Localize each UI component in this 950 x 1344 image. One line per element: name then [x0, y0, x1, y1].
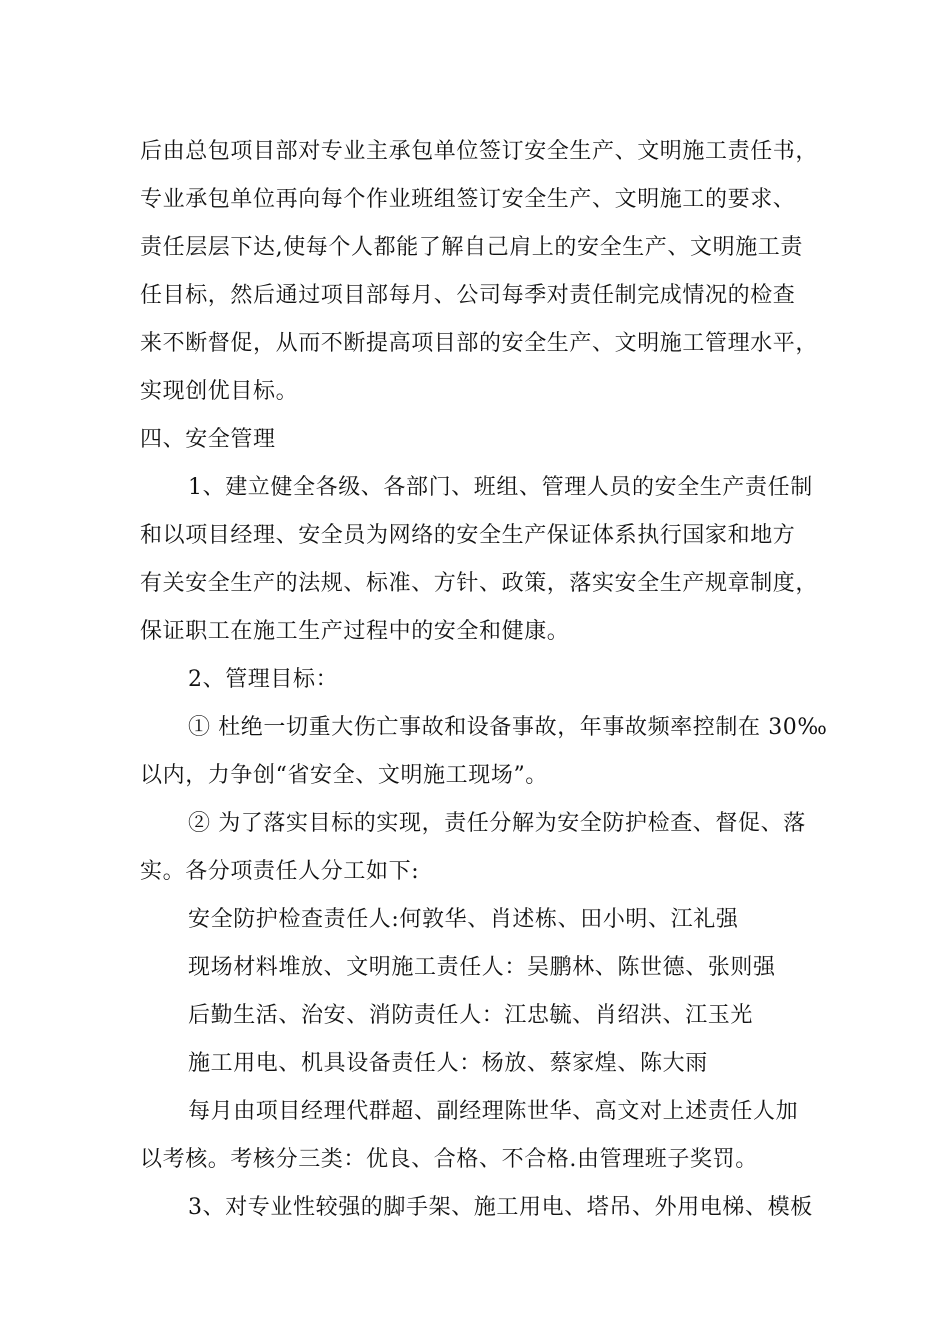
paragraph-line: ② 为了落实目标的实现，责任分解为安全防护检查、督促、落 — [188, 811, 806, 836]
section-heading: 四、安全管理 — [140, 427, 276, 452]
paragraph-line: 和以项目经理、安全员为网络的安全生产保证体系执行国家和地方 — [140, 523, 796, 548]
responsibility-line: 施工用电、机具设备责任人：杨放、蔡家煌、陈大雨 — [188, 1051, 708, 1076]
paragraph-line: 有关安全生产的法规、标准、方针、政策，落实安全生产规章制度， — [140, 571, 819, 596]
paragraph-line: 专业承包单位再向每个作业班组签订安全生产、文明施工的要求、 — [140, 187, 796, 212]
paragraph-line: 保证职工在施工生产过程中的安全和健康。 — [140, 619, 570, 644]
paragraph-line: 每月由项目经理代群超、副经理陈世华、高文对上述责任人加 — [188, 1099, 799, 1124]
paragraph-line: 来不断督促，从而不断提高项目部的安全生产、文明施工管理水平， — [140, 331, 819, 356]
paragraph-line: 1、建立健全各级、各部门、班组、管理人员的安全生产责任制 — [188, 475, 813, 500]
paragraph-line: 实现创优目标。 — [140, 379, 299, 404]
paragraph-line: 后由总包项目部对专业主承包单位签订安全生产、文明施工责任书， — [140, 139, 819, 164]
responsibility-line: 后勤生活、治安、消防责任人：江忠毓、肖绍洪、江玉光 — [188, 1003, 754, 1028]
paragraph-line: 以考核。考核分三类：优良、合格、不合格.由管理班子奖罚。 — [140, 1147, 758, 1172]
responsibility-line: 现场材料堆放、文明施工责任人：吴鹏林、陈世德、张则强 — [188, 955, 776, 980]
paragraph-line: 责任层层下达,使每个人都能了解自己肩上的安全生产、文明施工责 — [140, 235, 803, 260]
paragraph-line: 以内，力争创“省安全、文明施工现场”。 — [140, 763, 548, 788]
paragraph-line: ① 杜绝一切重大伤亡事故和设备事故，年事故频率控制在 30‰ — [188, 715, 828, 740]
paragraph-line: 实。各分项责任人分工如下: — [140, 859, 420, 884]
subheading: 2、管理目标： — [188, 667, 339, 692]
responsibility-line: 安全防护检查责任人:何敦华、肖述栋、田小明、江礼强 — [188, 907, 739, 932]
paragraph-line: 3、对专业性较强的脚手架、施工用电、塔吊、外用电梯、模板 — [188, 1195, 813, 1220]
paragraph-line: 任目标，然后通过项目部每月、公司每季对责任制完成情况的检查 — [140, 283, 796, 308]
